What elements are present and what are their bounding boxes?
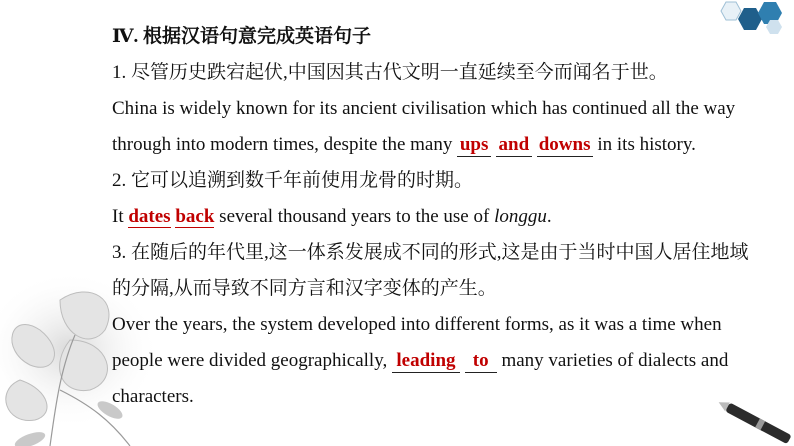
section-heading: Ⅳ. 根据汉语句意完成英语句子 <box>112 26 372 47</box>
answer-to: to <box>472 350 489 371</box>
item1-english-line2 <box>112 128 696 162</box>
item1-text-before: through into modern times, despite the many <box>112 134 453 155</box>
item2-period: . <box>546 206 552 227</box>
item3-english-line3: characters. <box>112 386 194 407</box>
item1-chinese: 1. 尽管历史跌宕起伏,中国因其古代文明一直延续至今而闻名于世。 <box>112 62 668 83</box>
answer-back: back <box>175 206 215 227</box>
item2-text-after: several thousand years to the use of <box>219 206 490 227</box>
pen-decoration <box>714 396 794 446</box>
answer-blank-4 <box>392 350 460 373</box>
flower-decoration <box>0 240 170 446</box>
answer-dates: dates <box>128 206 171 227</box>
item2-text-before: It <box>112 206 124 227</box>
item3-chinese-line1: 3. 在随后的年代里,这一体系发展成不同的形式,这是由于当时中国人居住地域 <box>112 242 749 263</box>
item3-text-after: many varieties of dialects and <box>501 350 729 371</box>
answer-downs: downs <box>538 134 591 155</box>
item1-text-after: in its history. <box>597 134 696 155</box>
item3-text-before: people were divided geographically, <box>112 350 388 371</box>
item3-chinese-line2: 的分隔,从而导致不同方言和汉字变体的产生。 <box>112 278 497 299</box>
item2-chinese: 2. 它可以追溯到数千年前使用龙骨的时期。 <box>112 170 474 191</box>
hexagon-decoration <box>718 0 788 36</box>
item3-english-line1: Over the years, the system developed into different forms, as it was a time when <box>112 314 722 335</box>
answer-blank-5 <box>465 350 497 373</box>
item2-italic-word: longgu <box>494 206 547 227</box>
item3-english-line2 <box>112 344 728 378</box>
answer-blank-2 <box>496 134 532 157</box>
answer-blank-1 <box>457 134 491 157</box>
answer-and: and <box>498 134 530 155</box>
answer-ups: ups <box>459 134 489 155</box>
item1-english-line1: China is widely known for its ancient civilisation which has continued all the way <box>112 98 736 119</box>
item2-english <box>112 200 552 234</box>
answer-leading: leading <box>396 350 456 371</box>
answer-blank-3 <box>537 134 593 157</box>
